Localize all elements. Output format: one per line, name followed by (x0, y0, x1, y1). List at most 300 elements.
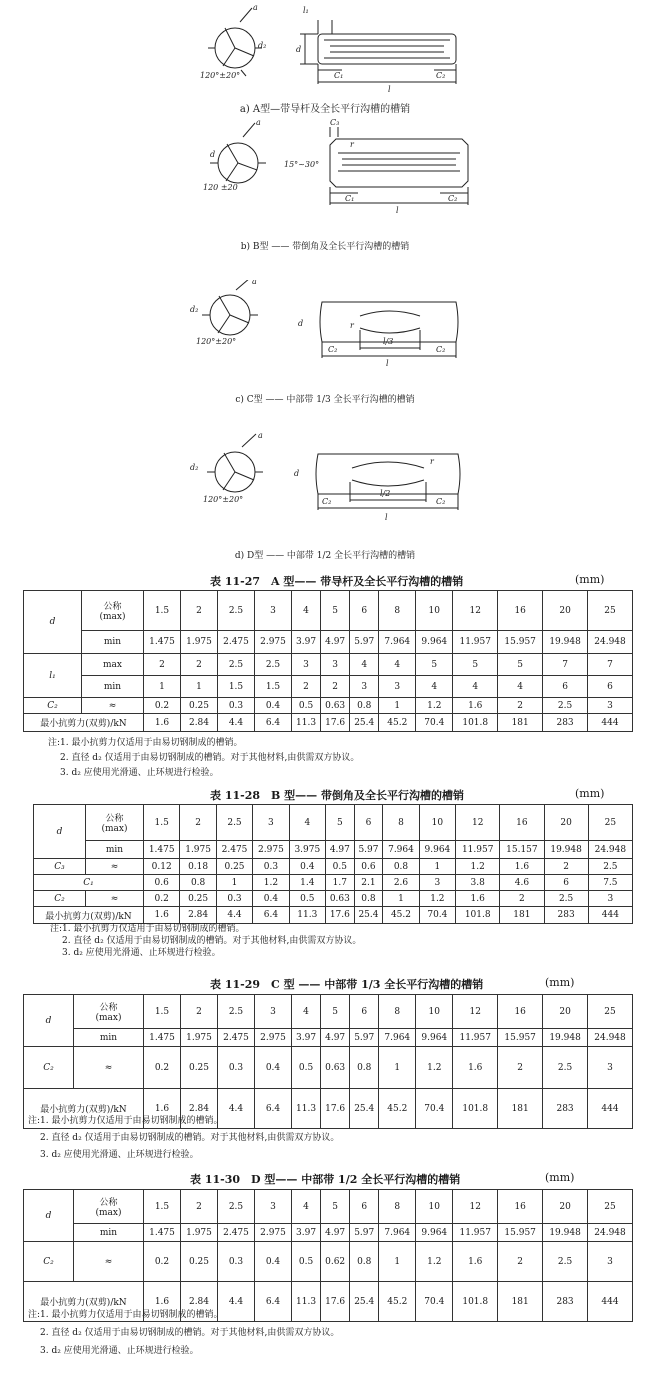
dmin-cell: 9.964 (416, 1029, 453, 1047)
c1-cell: 4.6 (500, 875, 544, 891)
shear-cell: 181 (498, 1089, 543, 1129)
figure-b-drawing (0, 115, 650, 225)
shear-cell: 4.4 (218, 1282, 255, 1322)
approx-label: ≈ (82, 698, 144, 714)
dmin-cell: 7.964 (379, 631, 416, 654)
shear-cell: 4.4 (216, 907, 252, 924)
c2-cell: 0.25 (180, 891, 216, 907)
figure-a-drawing (0, 0, 650, 100)
shear-cell: 181 (498, 714, 543, 732)
c2-cell: 0.8 (350, 1242, 379, 1282)
figure-d (0, 430, 650, 565)
size-cell: 1.5 (144, 805, 180, 841)
size-cell: 10 (419, 805, 455, 841)
dmin-cell: 3.97 (292, 1224, 321, 1242)
shear-cell: 1.6 (144, 714, 181, 732)
figure-b-l-label: l (396, 206, 399, 215)
dmin-cell: 4.97 (321, 1224, 350, 1242)
table-11-27-title: 表 11-27 A 型—— 带导杆及全长平行沟槽的槽销 (210, 575, 464, 588)
l1min-cell: 2 (292, 676, 321, 698)
nominal-label: 公称 (99, 1003, 118, 1013)
c2-cell: 1.6 (453, 698, 498, 714)
table-row (24, 1190, 633, 1224)
shear-cell: 283 (543, 1282, 588, 1322)
table-11-28-notes (50, 923, 361, 959)
shear-cell: 70.4 (419, 907, 455, 924)
shear-cell: 283 (543, 1089, 588, 1129)
note-1: 注:1. 最小抗剪力仅适用于由易切钢制成的槽销。 (48, 738, 243, 748)
c1-cell: 0.8 (180, 875, 216, 891)
l1min-cell: 4 (453, 676, 498, 698)
table-row (24, 714, 633, 732)
figure-d-drawing (0, 430, 650, 530)
size-cell: 5 (321, 591, 350, 631)
c2-cell: 2 (498, 1242, 543, 1282)
nominal-max-label (74, 995, 144, 1029)
c3-label: C₃ (34, 859, 86, 875)
table-11-28-unit: (mm) (575, 787, 605, 800)
size-cell: 25 (588, 1190, 633, 1224)
figure-c-l-label: l (386, 359, 389, 368)
c2-cell: 0.2 (144, 1047, 181, 1089)
l1min-cell: 3 (350, 676, 379, 698)
d-label: d (24, 1190, 74, 1242)
c1-cell: 2.6 (383, 875, 419, 891)
figure-a (0, 0, 650, 115)
dmin-cell: 11.957 (453, 631, 498, 654)
c2-cell: 0.2 (144, 698, 181, 714)
c2-cell: 2 (498, 698, 543, 714)
c2-cell: 1.2 (419, 891, 455, 907)
shear-cell: 1.6 (144, 1089, 181, 1129)
dmin-cell: 4.97 (326, 841, 355, 859)
shear-cell: 4.4 (218, 714, 255, 732)
l1min-cell: 6 (543, 676, 588, 698)
shear-cell: 1.6 (144, 907, 180, 924)
size-cell: 12 (453, 591, 498, 631)
size-cell: 5 (321, 995, 350, 1029)
shear-cell: 25.4 (350, 1089, 379, 1129)
figure-d-frac-label: l/2 (380, 489, 391, 498)
dmin-cell: 11.957 (453, 1029, 498, 1047)
shear-cell: 70.4 (416, 1282, 453, 1322)
c1-cell: 3 (419, 875, 455, 891)
l1max-cell: 2.5 (218, 654, 255, 676)
c3-cell: 0.6 (354, 859, 383, 875)
c2-cell: 0.3 (216, 891, 252, 907)
c2-cell: 0.8 (350, 698, 379, 714)
c3-cell: 0.8 (383, 859, 419, 875)
size-cell: 12 (453, 995, 498, 1029)
size-cell: 2.5 (216, 805, 252, 841)
figure-d-c1-label: C₂ (322, 497, 332, 506)
size-cell: 2 (180, 805, 216, 841)
figure-a-d-label: d (296, 45, 302, 54)
shear-cell: 2.84 (180, 907, 216, 924)
l1min-cell: 4 (498, 676, 543, 698)
figure-c-r-label: r (350, 321, 354, 330)
table-row (24, 1029, 633, 1047)
c1-cell: 6 (544, 875, 588, 891)
c2-cell: 0.8 (354, 891, 383, 907)
dmin-cell: 19.948 (543, 1029, 588, 1047)
figure-a-c1-label: C₁ (334, 71, 344, 80)
c1-cell: 1.2 (253, 875, 289, 891)
size-cell: 4 (292, 995, 321, 1029)
shear-cell: 17.6 (326, 907, 355, 924)
c2-cell: 0.4 (253, 891, 289, 907)
l1min-cell: 1 (181, 676, 218, 698)
dmin-cell: 24.948 (588, 631, 633, 654)
shear-label: 最小抗剪力(双剪)/kN (24, 714, 144, 732)
c2-cell: 2.5 (544, 891, 588, 907)
size-cell: 6 (354, 805, 383, 841)
shear-cell: 17.6 (321, 714, 350, 732)
l1min-cell: 1 (144, 676, 181, 698)
c2-cell: 0.3 (218, 1242, 255, 1282)
l1max-cell: 3 (292, 654, 321, 676)
table-11-29-title: 表 11-29 C 型 —— 中部带 1/3 全长平行沟槽的槽销 (210, 978, 484, 991)
c2-cell: 3 (588, 698, 633, 714)
l1max-cell: 5 (416, 654, 453, 676)
size-cell: 2.5 (218, 591, 255, 631)
c2-cell: 2 (500, 891, 544, 907)
table-row (24, 1047, 633, 1089)
c2-cell: 0.4 (255, 1242, 292, 1282)
l1min-cell: 1.5 (255, 676, 292, 698)
figure-b-a-label: a (256, 118, 261, 127)
l1max-cell: 4 (350, 654, 379, 676)
figure-c-frac-label: l/3 (383, 337, 394, 346)
size-cell: 16 (498, 995, 543, 1029)
table-11-30 (23, 1189, 633, 1322)
table-11-29 (23, 994, 633, 1129)
shear-cell: 45.2 (379, 714, 416, 732)
table-11-29-unit: (mm) (545, 976, 575, 989)
dmin-cell: 1.975 (181, 1029, 218, 1047)
size-cell: 3 (255, 995, 292, 1029)
shear-cell: 17.6 (321, 1089, 350, 1129)
c2-cell: 0.25 (181, 1242, 218, 1282)
table-row (34, 859, 633, 875)
c2-cell: 2.5 (543, 1047, 588, 1089)
note-3: 3. d₂ 应使用光滑通、止环规进行检验。 (62, 948, 221, 958)
dmin-cell: 4.97 (321, 1029, 350, 1047)
figure-a-caption: a) A型—带导杆及全长平行沟槽的槽销 (239, 104, 411, 115)
size-cell: 16 (498, 1190, 543, 1224)
dmin-cell: 1.975 (181, 631, 218, 654)
note-2: 2. 直径 d₂ 仅适用于由易切钢制成的槽销。对于其他材料,由供需双方协议。 (40, 1133, 340, 1143)
min-label: min (82, 631, 144, 654)
c2-cell: 0.5 (292, 1047, 321, 1089)
table-row (34, 907, 633, 924)
size-cell: 8 (379, 995, 416, 1029)
size-cell: 2 (181, 1190, 218, 1224)
size-cell: 2 (181, 591, 218, 631)
note-1: 注:1. 最小抗剪力仅适用于由易切钢制成的槽销。 (28, 1116, 223, 1126)
note-1: 注:1. 最小抗剪力仅适用于由易切钢制成的槽销。 (50, 924, 245, 934)
nominal-label: 公称 (105, 814, 124, 824)
l1max-cell: 7 (588, 654, 633, 676)
dmin-cell: 19.948 (543, 631, 588, 654)
c2-cell: 1 (379, 1242, 416, 1282)
figure-b-angle-label: 120 ±20 (203, 183, 238, 192)
table-11-30-notes (28, 1306, 339, 1360)
shear-cell: 6.4 (255, 714, 292, 732)
shear-label: 最小抗剪力(双剪)/kN (24, 1089, 144, 1129)
dmin-cell: 15.957 (498, 1029, 543, 1047)
l1max-cell: 3 (321, 654, 350, 676)
c2-cell: 0.63 (326, 891, 355, 907)
dmin-cell: 15.957 (498, 1224, 543, 1242)
shear-cell: 45.2 (383, 907, 419, 924)
shear-cell: 2.84 (181, 1282, 218, 1322)
l1min-cell: 1.5 (218, 676, 255, 698)
c2-cell: 0.4 (255, 1047, 292, 1089)
table-11-27-unit: (mm) (575, 573, 605, 586)
dmin-cell: 1.975 (180, 841, 216, 859)
dmin-cell: 1.475 (144, 631, 181, 654)
table-row (24, 995, 633, 1029)
figure-b-c1-label: C₁ (345, 194, 355, 203)
c2-cell: 0.2 (144, 891, 180, 907)
dmin-cell: 7.964 (379, 1224, 416, 1242)
shear-cell: 6.4 (255, 1089, 292, 1129)
c3-cell: 0.4 (289, 859, 325, 875)
size-cell: 2 (181, 995, 218, 1029)
table-11-27-notes (48, 736, 359, 781)
shear-cell: 25.4 (350, 714, 379, 732)
note-2: 2. 直径 d₂ 仅适用于由易切钢制成的槽销。对于其他材料,由供需双方协议。 (40, 1328, 340, 1338)
figure-c-caption: c) C型 —— 中部带 1/3 全长平行沟槽的槽销 (235, 395, 415, 405)
table-11-30-unit: (mm) (545, 1171, 575, 1184)
dmin-cell: 5.97 (354, 841, 383, 859)
d-label: d (34, 805, 86, 859)
figure-c-a-label: a (252, 280, 257, 286)
figure-c-angle-label: 120°±20° (196, 337, 237, 346)
size-cell: 4 (289, 805, 325, 841)
max-label: (max) (95, 1013, 122, 1023)
size-cell: 6 (350, 1190, 379, 1224)
c2-cell: 0.5 (292, 1242, 321, 1282)
dmin-cell: 3.97 (292, 1029, 321, 1047)
c2-cell: 0.4 (255, 698, 292, 714)
size-cell: 3 (255, 1190, 292, 1224)
table-row (24, 1242, 633, 1282)
shear-cell: 283 (544, 907, 588, 924)
size-cell: 6 (350, 995, 379, 1029)
table-row (24, 654, 633, 676)
dmin-cell: 2.475 (218, 1224, 255, 1242)
c2-cell: 1.6 (453, 1047, 498, 1089)
size-cell: 25 (588, 805, 632, 841)
c2-cell: 1.2 (416, 698, 453, 714)
dmin-cell: 1.475 (144, 1224, 181, 1242)
table-row (34, 805, 633, 841)
dmin-cell: 24.948 (588, 841, 632, 859)
c2-cell: 0.2 (144, 1242, 181, 1282)
table-row (24, 698, 633, 714)
shear-label: 最小抗剪力(双剪)/kN (24, 1282, 144, 1322)
c1-cell: 1.7 (326, 875, 355, 891)
l1max-cell: 2.5 (255, 654, 292, 676)
c2-cell: 0.25 (181, 698, 218, 714)
c3-cell: 1 (419, 859, 455, 875)
figure-d-c2-label: C₂ (436, 497, 446, 506)
figure-b-caption: b) B型 —— 带倒角及全长平行沟槽的槽销 (240, 242, 410, 252)
size-cell: 16 (500, 805, 544, 841)
c2-cell: 0.5 (292, 698, 321, 714)
figure-b-d-label: d (210, 150, 216, 159)
nominal-label: 公称 (99, 1198, 118, 1208)
dmin-cell: 9.964 (416, 1224, 453, 1242)
c1-cell: 7.5 (588, 875, 632, 891)
c2-cell: 1.2 (416, 1047, 453, 1089)
max-row-label: max (82, 654, 144, 676)
dmin-cell: 24.948 (588, 1029, 633, 1047)
size-cell: 8 (383, 805, 419, 841)
table-row (24, 676, 633, 698)
c1-cell: 3.8 (456, 875, 500, 891)
shear-cell: 45.2 (379, 1089, 416, 1129)
c2-cell: 0.3 (218, 1047, 255, 1089)
note-2: 2. 直径 d₂ 仅适用于由易切钢制成的槽销。对于其他材料,由供需双方协议。 (60, 753, 360, 763)
c3-cell: 0.5 (326, 859, 355, 875)
size-cell: 1.5 (144, 995, 181, 1029)
figure-c-d-label: d (298, 319, 304, 328)
c3-cell: 0.18 (180, 859, 216, 875)
l1max-cell: 5 (453, 654, 498, 676)
c3-cell: 1.2 (456, 859, 500, 875)
dmin-cell: 11.957 (453, 1224, 498, 1242)
figure-b-r-label: r (350, 140, 354, 149)
c3-cell: 1.6 (500, 859, 544, 875)
size-cell: 1.5 (144, 1190, 181, 1224)
size-cell: 3 (253, 805, 289, 841)
approx-label: ≈ (74, 1047, 144, 1089)
figure-d-l-label: l (385, 513, 388, 522)
dmin-cell: 2.475 (216, 841, 252, 859)
nominal-max-label (86, 805, 144, 841)
shear-cell: 1.6 (144, 1282, 181, 1322)
note-3: 3. d₂ 应使用光滑通、止环规进行检验。 (40, 1346, 199, 1356)
figure-d-angle-label: 120°±20° (203, 495, 244, 504)
dmin-cell: 4.97 (321, 631, 350, 654)
min-label: min (74, 1029, 144, 1047)
c2-cell: 1.6 (453, 1242, 498, 1282)
dmin-cell: 19.948 (543, 1224, 588, 1242)
figure-a-angle-label: 120°±20° (200, 71, 241, 80)
dmin-cell: 3.975 (289, 841, 325, 859)
dmin-cell: 1.975 (181, 1224, 218, 1242)
c2-cell: 0.25 (181, 1047, 218, 1089)
min-row-label: min (82, 676, 144, 698)
c1-cell: 1 (216, 875, 252, 891)
table-row (34, 841, 633, 859)
figure-b-c2-label: C₂ (448, 194, 458, 203)
shear-cell: 444 (588, 1089, 633, 1129)
shear-cell: 11.3 (292, 1089, 321, 1129)
size-cell: 20 (543, 995, 588, 1029)
shear-cell: 11.3 (292, 1282, 321, 1322)
l1min-cell: 6 (588, 676, 633, 698)
size-cell: 5 (321, 1190, 350, 1224)
l1max-cell: 5 (498, 654, 543, 676)
shear-cell: 70.4 (416, 1089, 453, 1129)
c2-cell: 2.5 (543, 1242, 588, 1282)
table-11-30-title: 表 11-30 D 型—— 中部带 1/2 全长平行沟槽的槽销 (190, 1173, 461, 1186)
figure-a-a-label: a (253, 3, 258, 12)
size-cell: 2.5 (218, 995, 255, 1029)
dmin-cell: 5.97 (350, 631, 379, 654)
size-cell: 8 (379, 1190, 416, 1224)
l1min-cell: 3 (379, 676, 416, 698)
nominal-max-label (74, 1190, 144, 1224)
c2-cell: 3 (588, 1242, 633, 1282)
c2-label: C₂ (34, 891, 86, 907)
l1min-cell: 4 (416, 676, 453, 698)
d-label: d (24, 995, 74, 1047)
size-cell: 10 (416, 995, 453, 1029)
figure-d-a-label: a (258, 431, 263, 440)
figure-d-d-label: d (294, 469, 300, 478)
max-label: (max) (101, 824, 128, 834)
approx-label: ≈ (86, 891, 144, 907)
shear-cell: 11.3 (292, 714, 321, 732)
dmin-cell: 19.948 (544, 841, 588, 859)
table-11-28-title: 表 11-28 B 型—— 带倒角及全长平行沟槽的槽销 (210, 789, 464, 802)
size-cell: 1.5 (144, 591, 181, 631)
max-label: (max) (95, 1208, 122, 1218)
c2-cell: 0.3 (218, 698, 255, 714)
size-cell: 2.5 (218, 1190, 255, 1224)
dmin-cell: 15.957 (498, 631, 543, 654)
dmin-cell: 7.964 (383, 841, 419, 859)
dmin-cell: 7.964 (379, 1029, 416, 1047)
shear-cell: 2.84 (181, 1089, 218, 1129)
dmin-cell: 1.475 (144, 841, 180, 859)
shear-cell: 101.8 (453, 1089, 498, 1129)
note-2: 2. 直径 d₂ 仅适用于由易切钢制成的槽销。对于其他材料,由供需双方协议。 (62, 936, 362, 946)
table-row (24, 591, 633, 631)
l1max-cell: 4 (379, 654, 416, 676)
dmin-cell: 9.964 (416, 631, 453, 654)
min-label: min (86, 841, 144, 859)
c2-label: C₂ (24, 698, 82, 714)
dmin-cell: 2.975 (255, 1224, 292, 1242)
d-label: d (24, 591, 82, 654)
shear-cell: 6.4 (253, 907, 289, 924)
shear-label: 最小抗剪力(双剪)/kN (34, 907, 144, 924)
dmin-cell: 2.975 (253, 841, 289, 859)
table-row (34, 875, 633, 891)
dmin-cell: 15.157 (500, 841, 544, 859)
c2-cell: 0.8 (350, 1047, 379, 1089)
size-cell: 4 (292, 591, 321, 631)
size-cell: 5 (326, 805, 355, 841)
size-cell: 12 (453, 1190, 498, 1224)
figure-a-l1-label: l₁ (303, 6, 309, 15)
figure-b-c3-label: C₃ (330, 118, 340, 127)
c2-cell: 1 (379, 1047, 416, 1089)
shear-cell: 444 (588, 907, 632, 924)
figure-b-bevel-label: 15°~30° (284, 160, 320, 169)
shear-cell: 444 (588, 714, 633, 732)
shear-cell: 181 (498, 1282, 543, 1322)
dmin-cell: 5.97 (350, 1224, 379, 1242)
shear-cell: 101.8 (456, 907, 500, 924)
c2-cell: 0.63 (321, 698, 350, 714)
